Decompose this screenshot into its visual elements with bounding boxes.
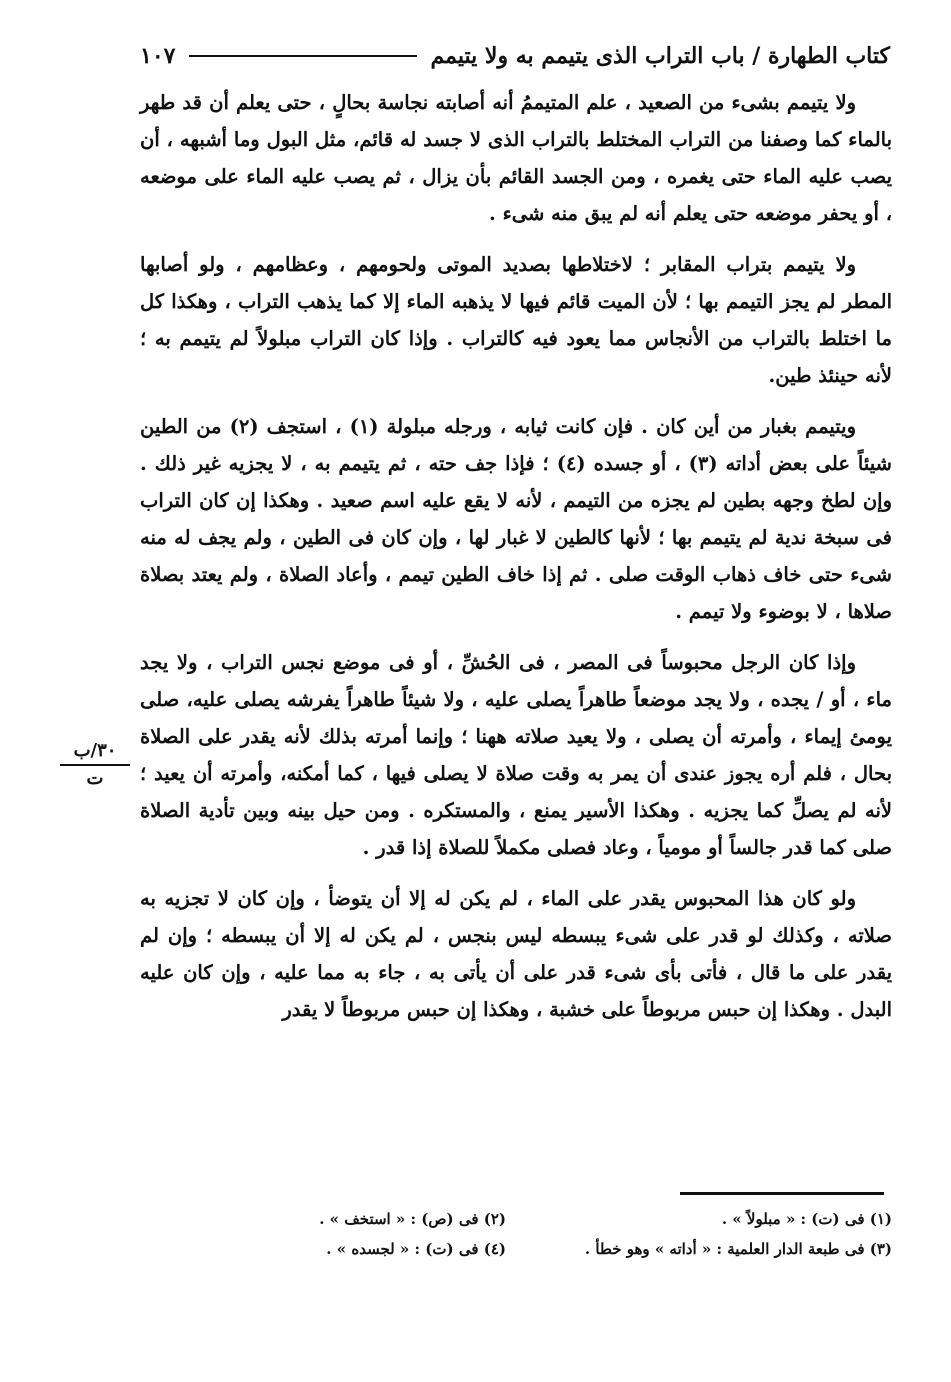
footnotes [140,1206,892,1262]
paragraph: وإذا كان الرجل محبوساً فى المصر ، فى الحُشِّ ، أو فى موضع نجس التراب ، ولا يجد ماء ، أو / يجده ، ولا يجد موضعاً طاهراً يصلى عليه ، ولا شيئاً طاهراً يفرشه يصلى عليه، صلى يومئ إيماء ، وأمرته أن يصلى ، ولا يعيد صلاته ههنا ؛ وإنما أمرته بذلك لأنه يقدر على الصلاة بحال ، فلم أره يجوز عندى أن يمر به وقت صلاة لا يصلى فيها ، كما أمكنه، وأمرته أن يعيد ؛ لأنه لم يصلِّ كما يجزيه . وهكذا الأسير يمنع ، والمستكره . ومن حيل بينه وبين تأدية الصلاة صلى كما قدر جالساً أو مومياً ، وعاد فصلى مكملاً للصلاة إذا قدر . [140,651,892,859]
paragraph: ولو كان هذا المحبوس يقدر على الماء ، لم يكن له إلا أن يتوضأ ، وإن كان لا تجزيه به صلاته ، وكذلك لو قدر على شىء يبسطه ليس بنجس ، لم يكن له إلا أن يبسطه ؛ وإن لم يقدر على ما قال ، فأتى بأى شىء قدر على أن يأتى به ، جاء به مما عليه ، وإن كان عليه البدل . وهكذا إن حبس مربوطاً على خشبة ، وهكذا إن حبس مربوطاً لا يقدر [140,887,892,1021]
body-text [140,84,892,1042]
footnote: (١) فى (ت) : « مبلولاً » . [721,1210,892,1228]
header-title: كتاب الطهارة / باب التراب الذى يتيمم به ولا يتيمم [430,43,890,69]
folio-reference: ٣٠/ب [60,738,130,766]
footnote-separator [680,1192,884,1195]
paragraph: ولا يتيمم بتراب المقابر ؛ لاختلاطها بصديد الموتى ولحومهم ، وعظامهم ، ولو أصابها المطر لم يجز التيمم بها ؛ لأن الميت قائم فيها لا يذهبه الماء إلا كما يذهب التراب ، وهكذا كل ما اختلط بالتراب من الأنجاس مما يعود فيه كالتراب . وإذا كان التراب مبلولاً لم يتيمم به ؛ لأنه حينئذ طين. [140,253,892,387]
manuscript-folio-note [60,738,130,792]
manuscript-siglum: ت [86,768,104,789]
running-header [140,36,890,76]
paragraph: ولا يتيمم بشىء من الصعيد ، علم المتيممُ أنه أصابته نجاسة بحالٍ ، حتى يعلم أن قد طهر بالماء كما وصفنا من التراب المختلط بالتراب الذى لا جسد له قائم، مثل البول وما أشبهه ، أن يصب عليه الماء حتى يغمره ، ومن الجسد القائم بأن يزال ، ثم يصب عليه الماء على موضعه ، أو يحفر موضعه حتى يعلم أنه لم يبق منه شىء . [140,91,892,225]
footnote: (٢) فى (ص) : « استخف » . [319,1210,506,1228]
page-number: ١٠٧ [140,43,176,69]
footnote: (٣) فى طبعة الدار العلمية : « أداته » وهو خطأ . [584,1240,892,1258]
header-rule [189,55,416,57]
footnote: (٤) فى (ت) : « لجسده » . [326,1240,506,1258]
paragraph: ويتيمم بغبار من أين كان . فإن كانت ثيابه ، ورجله مبلولة (١) ، استجف (٢) من الطين شيئاً على بعض أداته (٣) ، أو جسده (٤) ؛ فإذا جف حته ، ثم يتيمم به ، لا يجزيه غير ذلك . وإن لطخ وجهه بطين لم يجزه من التيمم ، لأنه لا يقع عليه اسم صعيد . وهكذا إن كان التراب فى سبخة ندية لم يتيمم بها ؛ لأنها كالطين لا غبار لها ، وإن كان فى الطين ، ولم يجف له منه شىء حتى خاف ذهاب الوقت صلى . ثم إذا خاف الطين تيمم ، وأعاد الصلاة ، ولم يعتد بصلاة صلاها ، لا بوضوء ولا تيمم . [140,415,892,623]
